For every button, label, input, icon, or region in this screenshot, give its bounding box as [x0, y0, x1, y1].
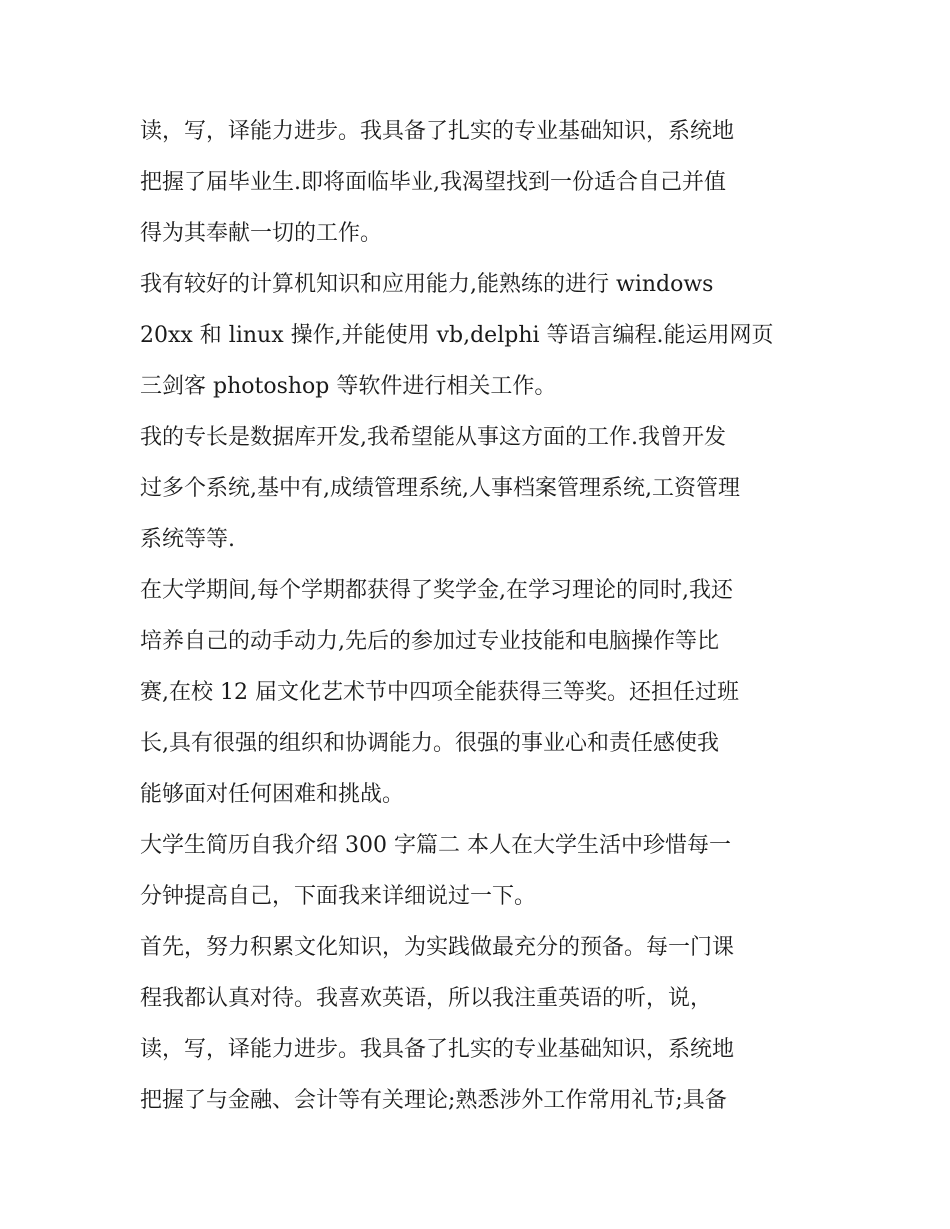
- text-line: 赛,在校 12 届文化艺术节中四项全能获得三等奖。还担任过班: [140, 680, 739, 705]
- text-line: 培养自己的动手动力,先后的参加过专业技能和电脑操作等比: [140, 629, 719, 654]
- text-line: 得为其奉献一切的工作。: [140, 221, 383, 246]
- text-line: 首先，努力积累文化知识，为实践做最充分的预备。每一门课: [140, 935, 735, 960]
- text-line: 我的专长是数据库开发,我希望能从事这方面的工作.我曾开发: [140, 425, 726, 450]
- text-line: 把握了与金融、会计等有关理论;熟悉涉外工作常用礼节;具备: [140, 1088, 727, 1113]
- document-body: [140, 106, 820, 1126]
- text-line: 三剑客 photoshop 等软件进行相关工作。: [140, 374, 557, 399]
- text-line: 程我都认真对待。我喜欢英语，所以我注重英语的听，说，: [140, 986, 713, 1011]
- text-line: 大学生简历自我介绍 300 字篇二 本人在大学生活中珍惜每一: [140, 833, 731, 858]
- text-line: 读，写，译能力进步。我具备了扎实的专业基础知识，系统地: [140, 119, 735, 144]
- text-line: 在大学期间,每个学期都获得了奖学金,在学习理论的同时,我还: [140, 578, 733, 603]
- text-line: 我有较好的计算机知识和应用能力,能熟练的进行 windows: [140, 272, 714, 297]
- text-line: 过多个系统,基中有,成绩管理系统,人事档案管理系统,工资管理: [140, 476, 740, 501]
- text-line: 能够面对任何困难和挑战。: [140, 782, 405, 807]
- text-line: 读，写，译能力进步。我具备了扎实的专业基础知识，系统地: [140, 1037, 735, 1062]
- text-line: 系统等等.: [140, 527, 235, 552]
- text-line: 长,具有很强的组织和协调能力。很强的事业心和责任感使我: [140, 731, 719, 756]
- text-line: 分钟提高自己，下面我来详细说过一下。: [140, 884, 537, 909]
- text-line: 把握了届毕业生.即将面临毕业,我渴望找到一份适合自己并值: [140, 170, 726, 195]
- text-line: 20xx 和 linux 操作,并能使用 vb,delphi 等语言编程.能运用网页: [140, 323, 774, 348]
